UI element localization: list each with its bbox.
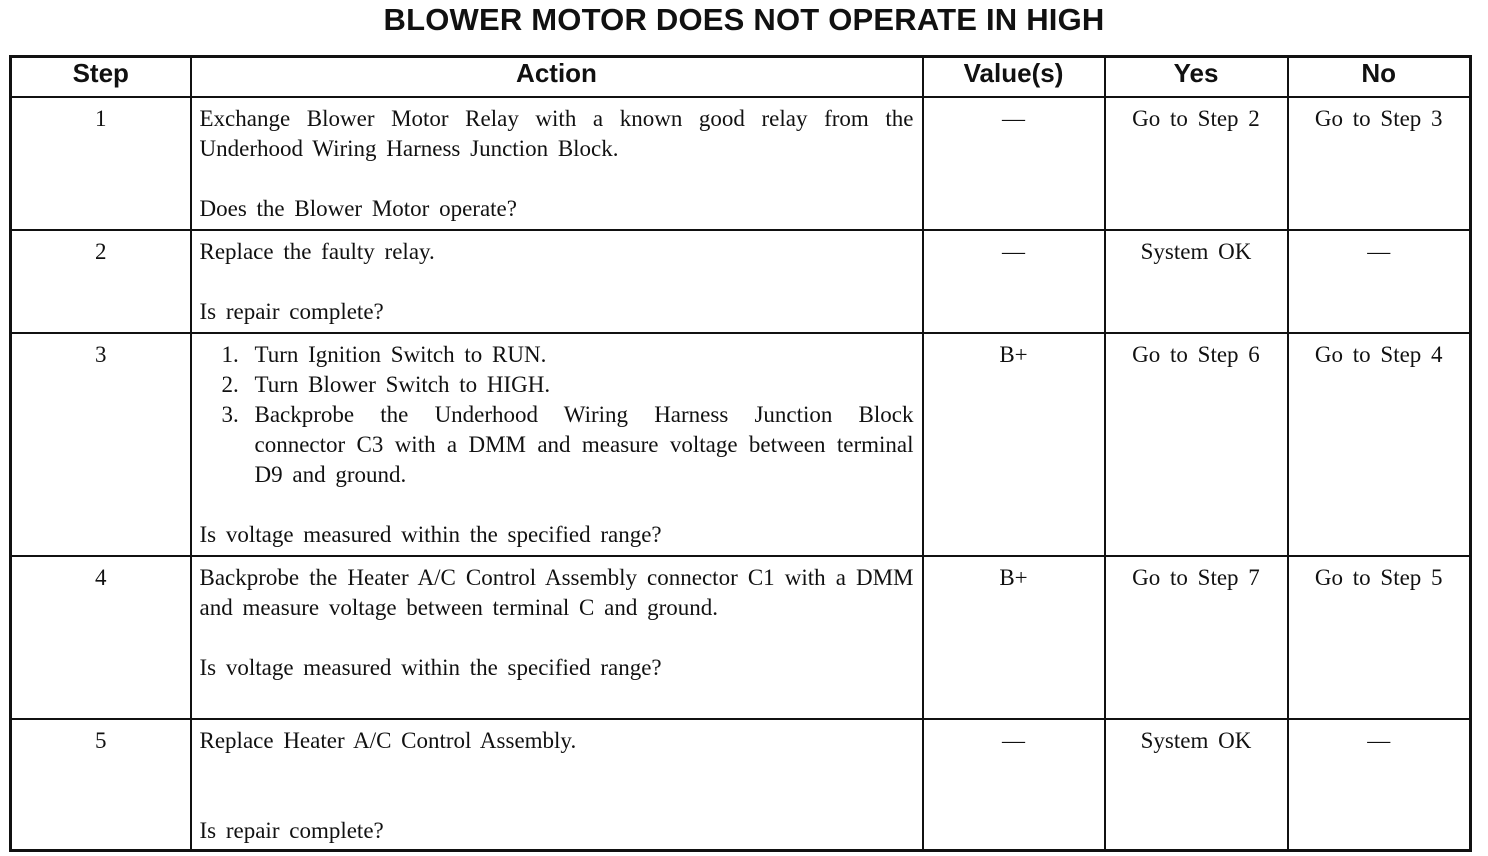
action-text: Exchange Blower Motor Relay with a known good relay from the Underhood Wiring Harness Junction Block. [199,106,914,161]
substep-item [200,340,914,370]
page-title: BLOWER MOTOR DOES NOT OPERATE IN HIGH [383,2,1105,37]
step-number: 5 [11,719,191,851]
table-row [11,556,1471,719]
substep-text: Turn Ignition Switch to RUN. [254,342,547,367]
substep-item [200,370,914,400]
header-yes: Yes [1105,57,1288,98]
substep-item [200,400,914,490]
action-cell [191,719,923,851]
header-step: Step [11,57,191,98]
step-number: 4 [11,556,191,719]
value-cell: — [923,719,1105,851]
action-cell [191,230,923,333]
substep-text: Turn Blower Switch to HIGH. [254,372,551,397]
yes-cell: System OK [1105,230,1288,333]
value-cell: B+ [923,556,1105,719]
no-cell: Go to Step 4 [1288,333,1471,556]
action-cell [191,333,923,556]
action-question: Is voltage measured within the specified range? [199,655,662,680]
substep-number: 1. [221,342,239,367]
substep-number: 2. [221,372,239,397]
yes-cell: System OK [1105,719,1288,851]
header-no: No [1288,57,1471,98]
no-cell: Go to Step 3 [1288,97,1471,230]
action-question: Is repair complete? [199,299,384,324]
substep-list [200,340,914,490]
table-row [11,230,1471,333]
action-cell [191,97,923,230]
table-row [11,719,1471,851]
action-cell [191,556,923,719]
value-cell: B+ [923,333,1105,556]
yes-cell: Go to Step 7 [1105,556,1288,719]
step-number: 1 [11,97,191,230]
yes-cell: Go to Step 2 [1105,97,1288,230]
table-row [11,333,1471,556]
yes-cell: Go to Step 6 [1105,333,1288,556]
substep-number: 3. [221,402,239,427]
step-number: 2 [11,230,191,333]
step-number: 3 [11,333,191,556]
substep-text: Backprobe the Underhood Wiring Harness Junction Block connector C3 with a DMM and measure voltage between terminal D9 and ground. [254,402,914,487]
no-cell: Go to Step 5 [1288,556,1471,719]
header-values: Value(s) [923,57,1105,98]
table-header-row [11,57,1471,98]
action-question: Does the Blower Motor operate? [199,196,517,221]
action-text: Backprobe the Heater A/C Control Assembly connector C1 with a DMM and measure voltage between terminal C and ground. [199,565,914,620]
value-cell: — [923,230,1105,333]
value-cell: — [923,97,1105,230]
action-text: Replace the faulty relay. [199,239,435,264]
diagnostic-table [9,55,1472,852]
table-row [11,97,1471,230]
no-cell: — [1288,230,1471,333]
action-text: Replace Heater A/C Control Assembly. [199,728,577,753]
no-cell: — [1288,719,1471,851]
action-question: Is repair complete? [199,818,384,843]
header-action: Action [191,57,923,98]
action-question: Is voltage measured within the specified range? [199,522,662,547]
